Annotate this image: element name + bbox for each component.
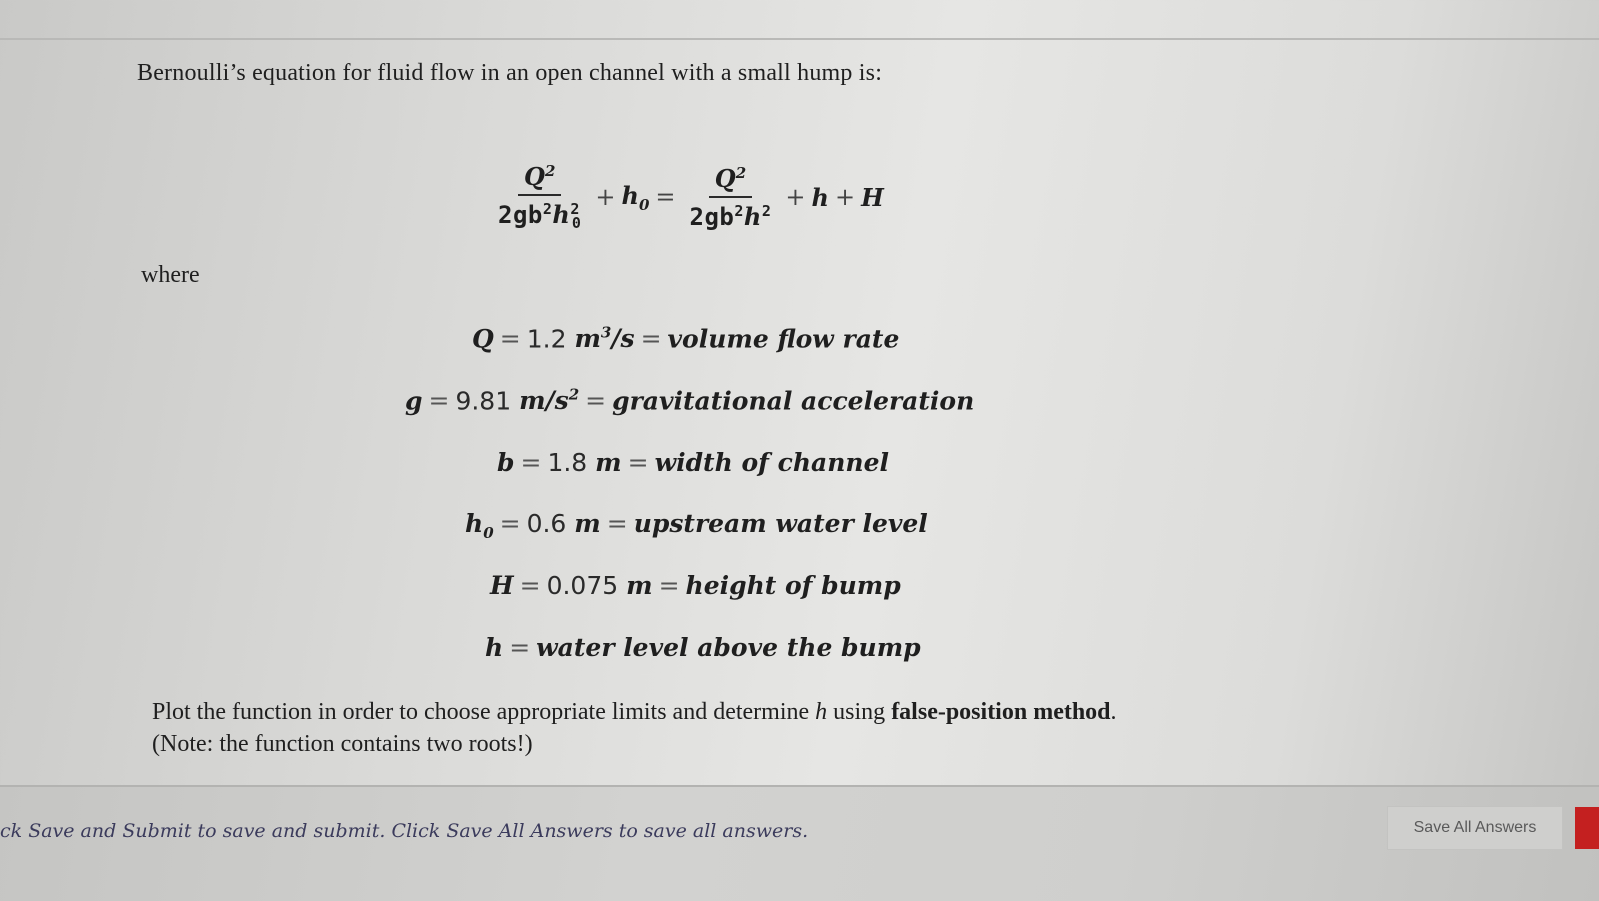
bernoulli-equation: $\frac{Q^2}{2gb^2h^2_0}$ + $h_0$ = $\frac{Q^2}{2gb^2h^2}$ + h + H [490, 152, 884, 242]
definition-bump-height: H = 0.075 m = height of bump [490, 571, 901, 600]
definition-channel-width: b = 1.8 m = width of channel [497, 448, 889, 477]
definition-gravity: g = 9.81 $m/s^2$ = gravitational acceleration [405, 386, 975, 416]
lhs-fraction: $\frac{Q^2}{2gb^2h^2_0}$ [498, 161, 582, 233]
footer-bar [0, 785, 1599, 901]
problem-instruction: Plot the function in order to choose appropriate limits and determine h using false-position method. (Note: the function contains two roots!) [152, 699, 1117, 757]
where-label: where [141, 262, 200, 288]
rhs-fraction: $\frac{Q^2}{2gb^2h^2}$ [689, 163, 772, 231]
save-and-submit-button[interactable] [1575, 807, 1599, 849]
definition-upstream-level: $h_0 = 0.6$ m = upstream water level [465, 509, 928, 542]
save-all-answers-button[interactable]: Save All Answers [1388, 807, 1562, 849]
definition-water-level: h = water level above the bump [485, 633, 921, 662]
definition-flow-rate: Q = 1.2 $m^3/s$ = volume flow rate [472, 324, 900, 354]
save-instructions-note: ck Save and Submit to save and submit. Click Save All Answers to save all answers. [0, 820, 809, 842]
problem-intro: Bernoulli’s equation for fluid flow in an open channel with a small hump is: [137, 60, 883, 86]
